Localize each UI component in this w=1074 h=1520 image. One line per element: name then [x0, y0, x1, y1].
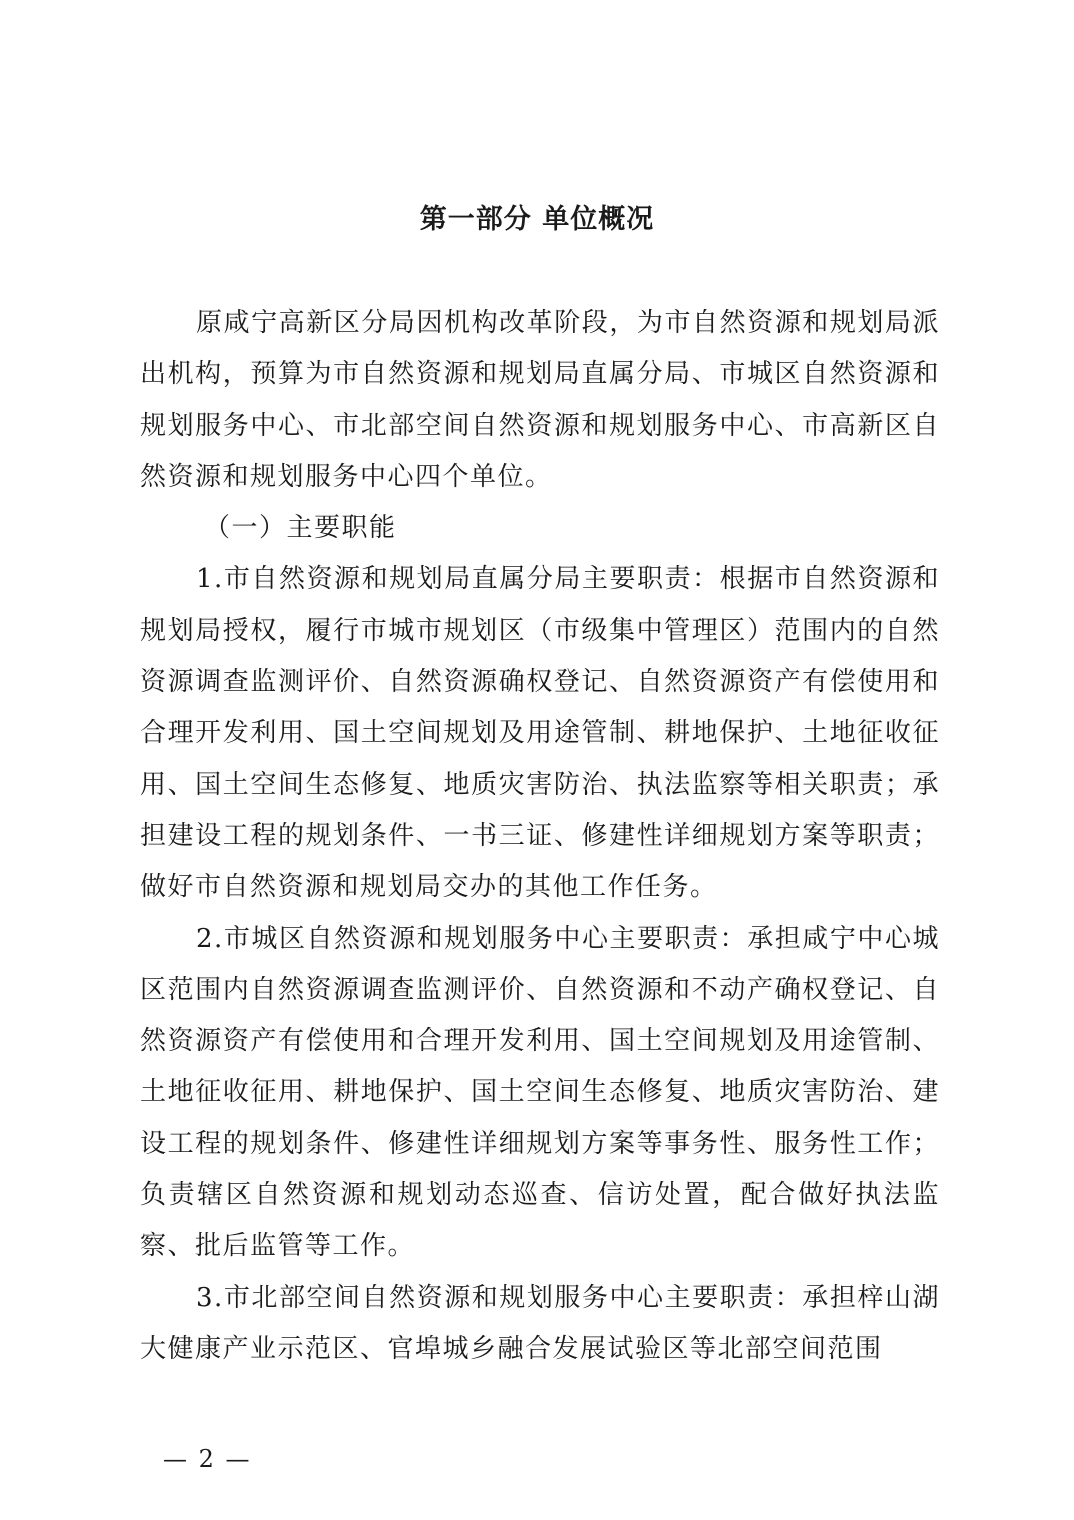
section-heading-main-functions: （一）主要职能 — [204, 513, 397, 544]
intro-paragraph: 原咸宁高新区分局因机构改革阶段，为市自然资源和规划局派出机构，预算为市自然资源和规划局直属分局、市城区自然资源和规划服务中心、市北部空间自然资源和规划服务中心、市高新区自然资源和规划服务中心四个单位。 — [140, 308, 940, 492]
duty-paragraph-3: 3.市北部空间自然资源和规划服务中心主要职责：承担梓山湖大健康产业示范区、官埠城乡融合发展试验区等北部空间范围 — [140, 1282, 940, 1364]
page-title: 第一部分 单位概况 — [419, 204, 655, 235]
document-body — [140, 298, 940, 1375]
duty-paragraph-1: 1.市自然资源和规划局直属分局主要职责：根据市自然资源和规划局授权，履行市城市规划区（市级集中管理区）范围内的自然资源调查监测评价、自然资源确权登记、自然资源资产有偿使用和合理开发利用、国土空间规划及用途管制、耕地保护、土地征收征用、国土空间生态修复、地质灾害防治、执法监察等相关职责；承担建设工程的规划条件、一书三证、修建性详细规划方案等职责；做好市自然资源和规划局交办的其他工作任务。 — [140, 564, 940, 903]
page-number: — 2 — — [163, 1445, 252, 1473]
duty-paragraph-2: 2.市城区自然资源和规划服务中心主要职责：承担咸宁中心城区范围内自然资源调查监测评价、自然资源和不动产确权登记、自然资源资产有偿使用和合理开发利用、国土空间规划及用途管制、土地征收征用、耕地保护、国土空间生态修复、地质灾害防治、建设工程的规划条件、修建性详细规划方案等事务性、服务性工作；负责辖区自然资源和规划动态巡查、信访处置，配合做好执法监察、批后监管等工作。 — [140, 923, 940, 1262]
